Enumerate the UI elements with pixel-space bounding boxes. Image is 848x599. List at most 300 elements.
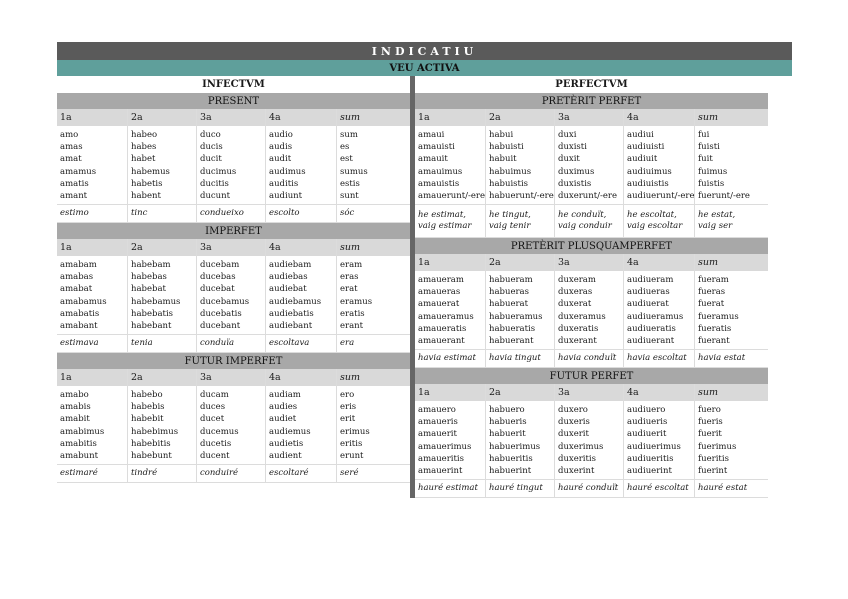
- catalan-translation: hauré escoltat: [624, 480, 695, 497]
- latin-form: habebitis: [131, 438, 171, 449]
- latin-form: amaueratis: [418, 323, 467, 334]
- catalan-translation: [415, 205, 486, 237]
- latin-form: habetis: [131, 178, 163, 189]
- latin-forms-column: [486, 271, 555, 349]
- conjugation-header-row: [57, 239, 410, 256]
- latin-form: habebatis: [131, 308, 174, 319]
- latin-form: audietis: [269, 438, 304, 449]
- latin-form: ducitis: [200, 178, 229, 189]
- latin-form: audiuit: [627, 154, 658, 165]
- latin-form: audiuisti: [627, 142, 665, 153]
- latin-form: duxeram: [558, 275, 596, 285]
- latin-form: ducebant: [200, 320, 241, 331]
- latin-form: audiemus: [269, 426, 311, 437]
- translation-line: he escoltat,: [627, 210, 677, 220]
- latin-forms-column: [695, 401, 768, 479]
- latin-form: amabimus: [60, 426, 105, 437]
- conjugation-header: 1a: [415, 109, 486, 126]
- translation-line: he tingut,: [489, 210, 531, 220]
- latin-form: duximus: [558, 166, 595, 177]
- conjugation-table: [57, 42, 792, 498]
- latin-form: audiui: [627, 130, 654, 140]
- latin-form: ducunt: [200, 190, 231, 201]
- latin-form: erunt: [340, 450, 364, 461]
- latin-form: fueratis: [698, 323, 732, 334]
- tense-heading: PRETÈRIT PERFET: [415, 93, 768, 109]
- latin-forms-column: [57, 126, 128, 204]
- latin-form: habebis: [131, 402, 165, 413]
- conjugation-header-row: [57, 109, 410, 126]
- catalan-translation: havia estat: [698, 353, 746, 363]
- latin-form: fuistis: [698, 178, 725, 189]
- latin-form: audiueras: [627, 287, 670, 298]
- conjugation-header: 2a: [128, 239, 197, 256]
- latin-form: amaueris: [418, 417, 458, 428]
- translation-line: vaig ser: [698, 221, 733, 231]
- latin-form: sumus: [340, 166, 368, 177]
- latin-form: duxistis: [558, 178, 592, 189]
- tense-section: [415, 93, 768, 238]
- latin-form: eram: [340, 260, 363, 270]
- latin-form: amaueramus: [418, 311, 474, 322]
- latin-form: amabo: [60, 390, 89, 400]
- latin-form: habet: [131, 154, 156, 165]
- latin-form: habuisti: [489, 142, 524, 153]
- latin-form: habebam: [131, 260, 171, 270]
- catalan-translation: estimaré: [57, 465, 128, 482]
- latin-forms-column: [486, 401, 555, 479]
- latin-forms-column: [695, 126, 768, 204]
- latin-form: habebat: [131, 284, 166, 295]
- latin-forms-column: [555, 401, 624, 479]
- tense-section: [415, 368, 768, 498]
- translation-line: he estat,: [698, 210, 736, 220]
- catalan-translation: condueixo: [197, 205, 266, 222]
- conjugation-header-row: [415, 384, 768, 401]
- catalan-translation: sóc: [340, 208, 355, 218]
- tense-section: [415, 238, 768, 368]
- latin-form: fueritis: [698, 453, 729, 464]
- latin-forms-row: [57, 256, 410, 335]
- latin-form: erit: [340, 414, 356, 425]
- conjugation-header: 3a: [197, 369, 266, 386]
- latin-form: amabat: [60, 284, 93, 295]
- latin-form: amauerunt/-ere: [418, 190, 485, 201]
- latin-form: habueritis: [489, 453, 533, 464]
- conjugation-header-row: [57, 369, 410, 386]
- latin-form: habemus: [131, 166, 170, 177]
- latin-form: ducebat: [200, 284, 235, 295]
- latin-forms-column: [337, 386, 410, 464]
- latin-form: audiebam: [269, 260, 312, 270]
- latin-form: fuerant: [698, 335, 730, 346]
- latin-form: ducent: [200, 450, 230, 461]
- catalan-translation: hauré conduït: [555, 480, 624, 497]
- latin-form: amauimus: [418, 166, 463, 177]
- latin-form: amaui: [418, 130, 445, 140]
- latin-form: habuit: [489, 154, 517, 165]
- latin-forms-column: [266, 126, 337, 204]
- latin-form: amaueram: [418, 275, 464, 285]
- latin-form: habeo: [131, 130, 158, 140]
- conjugation-header: 3a: [555, 384, 624, 401]
- translation-line: vaig tenir: [489, 221, 531, 231]
- latin-form: fuerat: [698, 299, 725, 310]
- latin-form: audiebas: [269, 272, 308, 283]
- latin-form: audient: [269, 450, 302, 461]
- latin-form: ero: [340, 390, 355, 400]
- translation-line: vaig conduir: [558, 221, 612, 231]
- latin-form: fuisti: [698, 142, 720, 153]
- catalan-translation: [624, 205, 695, 237]
- latin-form: amabamus: [60, 296, 107, 307]
- translation-line: he conduït,: [558, 210, 607, 220]
- latin-form: audis: [269, 142, 293, 153]
- conjugation-header: 4a: [266, 369, 337, 386]
- catalan-translation: escolto: [266, 205, 337, 222]
- latin-form: audiebamus: [269, 296, 322, 307]
- translation-line: vaig estimar: [418, 221, 472, 231]
- latin-form: fuit: [698, 154, 713, 165]
- conjugation-header: 2a: [128, 109, 197, 126]
- conjugation-header: 1a: [415, 254, 486, 271]
- latin-form: habebit: [131, 414, 164, 425]
- conjugation-header: 4a: [266, 239, 337, 256]
- latin-forms-row: [415, 271, 768, 350]
- latin-form: amauerint: [418, 465, 463, 476]
- latin-form: fuero: [698, 405, 721, 415]
- latin-forms-column: [415, 126, 486, 204]
- latin-forms-column: [266, 386, 337, 464]
- conjugation-header: 1a: [57, 109, 128, 126]
- latin-form: duxit: [558, 154, 580, 165]
- latin-form: audiueramus: [627, 311, 684, 322]
- latin-form: ducit: [200, 154, 222, 165]
- catalan-translation: havia tingut: [486, 350, 555, 367]
- latin-form: duxeratis: [558, 323, 599, 334]
- latin-form: fuerit: [698, 429, 722, 440]
- catalan-translation: [695, 205, 768, 237]
- perfectum-half: [415, 76, 768, 498]
- latin-form: habes: [131, 142, 157, 153]
- latin-form: amauerat: [418, 299, 460, 310]
- latin-form: audimus: [269, 166, 306, 177]
- latin-forms-row: [57, 126, 410, 205]
- conjugation-header: 4a: [624, 384, 695, 401]
- conjugation-header: sum: [695, 384, 768, 401]
- latin-form: ducemus: [200, 426, 239, 437]
- conjugation-header: 3a: [197, 239, 266, 256]
- catalan-translation: havia escoltat: [624, 350, 695, 367]
- tense-section: [57, 353, 410, 483]
- catalan-translation: [555, 205, 624, 237]
- latin-form: audit: [269, 154, 292, 165]
- latin-form: audiueritis: [627, 453, 674, 464]
- catalan-translation-row: [57, 205, 410, 223]
- latin-form: habuerant: [489, 335, 534, 346]
- latin-form: fuerint: [698, 465, 728, 476]
- catalan-translation-row: [57, 465, 410, 483]
- latin-form: habui: [489, 130, 514, 140]
- latin-form: amaueras: [418, 287, 461, 298]
- latin-forms-column: [266, 256, 337, 334]
- latin-forms-column: [624, 126, 695, 204]
- latin-form: amabant: [60, 320, 98, 331]
- latin-form: duxerint: [558, 465, 595, 476]
- latin-form: duco: [200, 130, 221, 140]
- latin-form: habebimus: [131, 426, 179, 437]
- latin-forms-column: [128, 256, 197, 334]
- conjugation-header: 3a: [555, 254, 624, 271]
- latin-forms-column: [555, 271, 624, 349]
- latin-forms-column: [197, 126, 266, 204]
- table-body: [57, 76, 792, 498]
- latin-form: amabis: [60, 402, 91, 413]
- latin-form: amabatis: [60, 308, 100, 319]
- latin-forms-column: [624, 401, 695, 479]
- conjugation-header-row: [415, 254, 768, 271]
- latin-form: habueratis: [489, 323, 536, 334]
- latin-form: amauerit: [418, 429, 457, 440]
- latin-forms-column: [197, 256, 266, 334]
- latin-form: amabam: [60, 260, 97, 270]
- latin-form: habuimus: [489, 166, 532, 177]
- tense-section: [57, 93, 410, 223]
- latin-form: audiebant: [269, 320, 313, 331]
- latin-form: duxero: [558, 405, 588, 415]
- conjugation-header: 1a: [415, 384, 486, 401]
- catalan-translation: estimava: [57, 335, 128, 352]
- latin-form: erimus: [340, 426, 370, 437]
- latin-form: habuero: [489, 405, 525, 415]
- latin-form: duxerit: [558, 429, 589, 440]
- latin-form: habueram: [489, 275, 533, 285]
- latin-forms-column: [624, 271, 695, 349]
- latin-form: audiebatis: [269, 308, 314, 319]
- latin-form: habueris: [489, 417, 527, 428]
- latin-form: habebant: [131, 320, 172, 331]
- conjugation-header: 2a: [486, 109, 555, 126]
- tense-heading: IMPERFET: [57, 223, 410, 239]
- latin-form: amo: [60, 130, 79, 140]
- catalan-translation: conduiré: [197, 465, 266, 482]
- latin-form: audiuerant: [627, 335, 675, 346]
- latin-forms-row: [415, 126, 768, 205]
- table-title: INDICATIU: [57, 42, 792, 60]
- catalan-translation: hauré tingut: [486, 480, 555, 497]
- latin-form: amas: [60, 142, 83, 153]
- latin-forms-column: [337, 126, 410, 204]
- latin-forms-column: [415, 271, 486, 349]
- conjugation-header: 1a: [57, 239, 128, 256]
- latin-form: ducam: [200, 390, 229, 400]
- latin-form: audiet: [269, 414, 297, 425]
- latin-form: audiebat: [269, 284, 307, 295]
- catalan-translation: seré: [340, 468, 359, 478]
- latin-forms-row: [57, 386, 410, 465]
- latin-forms-column: [128, 126, 197, 204]
- latin-form: audiunt: [269, 190, 303, 201]
- latin-form: habuerat: [489, 299, 529, 310]
- conjugation-header: 4a: [266, 109, 337, 126]
- latin-form: ducebamus: [200, 296, 250, 307]
- latin-form: es: [340, 142, 350, 153]
- latin-form: est: [340, 154, 353, 165]
- latin-form: habuistis: [489, 178, 529, 189]
- conjugation-header: sum: [695, 109, 768, 126]
- latin-form: habebamus: [131, 296, 181, 307]
- latin-form: audiuero: [627, 405, 666, 415]
- catalan-translation-row: [415, 205, 768, 238]
- latin-form: fuerunt/-ere: [698, 190, 750, 201]
- conjugation-header-row: [415, 109, 768, 126]
- catalan-translation: hauré estat: [698, 483, 748, 493]
- latin-form: habuerint: [489, 465, 532, 476]
- latin-form: audiuerat: [627, 299, 669, 310]
- latin-form: audiam: [269, 390, 301, 400]
- tense-heading: PRESENT: [57, 93, 410, 109]
- latin-forms-column: [57, 386, 128, 464]
- latin-form: amaueritis: [418, 453, 464, 464]
- latin-form: duces: [200, 402, 226, 413]
- latin-form: habuerunt/-ere: [489, 190, 554, 201]
- latin-form: eras: [340, 272, 359, 283]
- latin-form: fueris: [698, 417, 723, 428]
- conjugation-header: sum: [695, 254, 768, 271]
- latin-form: amauero: [418, 405, 456, 415]
- catalan-translation: [486, 205, 555, 237]
- latin-form: audiuerint: [627, 465, 672, 476]
- latin-form: habebunt: [131, 450, 172, 461]
- latin-form: duxeras: [558, 287, 593, 298]
- latin-form: habebas: [131, 272, 167, 283]
- catalan-translation: tinc: [128, 205, 197, 222]
- latin-form: habent: [131, 190, 161, 201]
- catalan-translation: escoltava: [266, 335, 337, 352]
- latin-form: ducis: [200, 142, 223, 153]
- latin-form: audio: [269, 130, 293, 140]
- latin-form: audiueratis: [627, 323, 676, 334]
- latin-form: ducebam: [200, 260, 240, 270]
- latin-form: fueramus: [698, 311, 739, 322]
- tense-heading: FUTUR PERFET: [415, 368, 768, 384]
- latin-form: sum: [340, 130, 358, 140]
- catalan-translation: havia estimat: [415, 350, 486, 367]
- latin-form: sunt: [340, 190, 359, 201]
- conjugation-header: sum: [337, 239, 410, 256]
- latin-form: duxerat: [558, 299, 592, 310]
- conjugation-header: 3a: [555, 109, 624, 126]
- infectum-half: [57, 76, 410, 483]
- catalan-translation: tenia: [128, 335, 197, 352]
- translation-line: vaig escoltar: [627, 221, 683, 231]
- catalan-translation-row: [415, 350, 768, 368]
- catalan-translation: era: [340, 338, 355, 348]
- conjugation-header: 1a: [57, 369, 128, 386]
- catalan-translation: estimo: [57, 205, 128, 222]
- latin-form: amant: [60, 190, 88, 201]
- latin-forms-column: [695, 271, 768, 349]
- latin-form: amamus: [60, 166, 97, 177]
- latin-form: erant: [340, 320, 364, 331]
- latin-forms-column: [57, 256, 128, 334]
- tense-heading: FUTUR IMPERFET: [57, 353, 410, 369]
- conjugation-header: 2a: [128, 369, 197, 386]
- latin-form: habueramus: [489, 311, 543, 322]
- latin-form: duxerimus: [558, 441, 604, 452]
- latin-form: habuerit: [489, 429, 526, 440]
- latin-form: amabunt: [60, 450, 99, 461]
- latin-forms-column: [555, 126, 624, 204]
- conjugation-header: 2a: [486, 384, 555, 401]
- latin-form: duxeris: [558, 417, 590, 428]
- latin-form: ducet: [200, 414, 225, 425]
- conjugation-header: sum: [337, 369, 410, 386]
- catalan-translation: tindré: [128, 465, 197, 482]
- latin-form: amauisti: [418, 142, 455, 153]
- conjugation-header: sum: [337, 109, 410, 126]
- latin-form: erat: [340, 284, 358, 295]
- voice-heading: VEU ACTIVA: [57, 60, 792, 76]
- catalan-translation: conduïa: [197, 335, 266, 352]
- aspect-heading-infectum: INFECTVM: [202, 79, 265, 90]
- latin-form: audiuerit: [627, 429, 667, 440]
- latin-form: audiuimus: [627, 166, 672, 177]
- latin-form: duxi: [558, 130, 577, 140]
- latin-form: eratis: [340, 308, 365, 319]
- latin-form: fueras: [698, 287, 726, 298]
- latin-form: ducimus: [200, 166, 237, 177]
- latin-forms-column: [415, 401, 486, 479]
- latin-form: duxeritis: [558, 453, 597, 464]
- latin-form: amabas: [60, 272, 94, 283]
- catalan-translation: havia conduït: [555, 350, 624, 367]
- latin-form: habebo: [131, 390, 163, 400]
- latin-form: duxisti: [558, 142, 587, 153]
- latin-form: fui: [698, 130, 710, 140]
- latin-forms-column: [337, 256, 410, 334]
- latin-form: eris: [340, 402, 357, 413]
- latin-form: audiueris: [627, 417, 668, 428]
- latin-form: ducebatis: [200, 308, 242, 319]
- latin-form: duxeramus: [558, 311, 606, 322]
- latin-form: fuimus: [698, 166, 728, 177]
- tense-section: [57, 223, 410, 353]
- aspect-heading-perfectum: PERFECTVM: [555, 79, 628, 90]
- latin-form: habueras: [489, 287, 529, 298]
- latin-form: habuerimus: [489, 441, 541, 452]
- latin-form: duxerant: [558, 335, 597, 346]
- latin-form: amauerant: [418, 335, 465, 346]
- latin-form: audiuerunt/-ere: [627, 190, 695, 201]
- latin-form: audiuistis: [627, 178, 669, 189]
- latin-form: estis: [340, 178, 360, 189]
- catalan-translation-row: [57, 335, 410, 353]
- latin-form: amabitis: [60, 438, 97, 449]
- conjugation-header: 2a: [486, 254, 555, 271]
- latin-forms-column: [128, 386, 197, 464]
- latin-form: amauerimus: [418, 441, 472, 452]
- latin-forms-column: [197, 386, 266, 464]
- tense-heading: PRETÈRIT PLUSQUAMPERFET: [415, 238, 768, 254]
- translation-line: he estimat,: [418, 210, 466, 220]
- latin-form: auditis: [269, 178, 299, 189]
- latin-forms-row: [415, 401, 768, 480]
- latin-form: eramus: [340, 296, 373, 307]
- latin-form: audies: [269, 402, 298, 413]
- latin-form: fueram: [698, 275, 729, 285]
- conjugation-header: 4a: [624, 109, 695, 126]
